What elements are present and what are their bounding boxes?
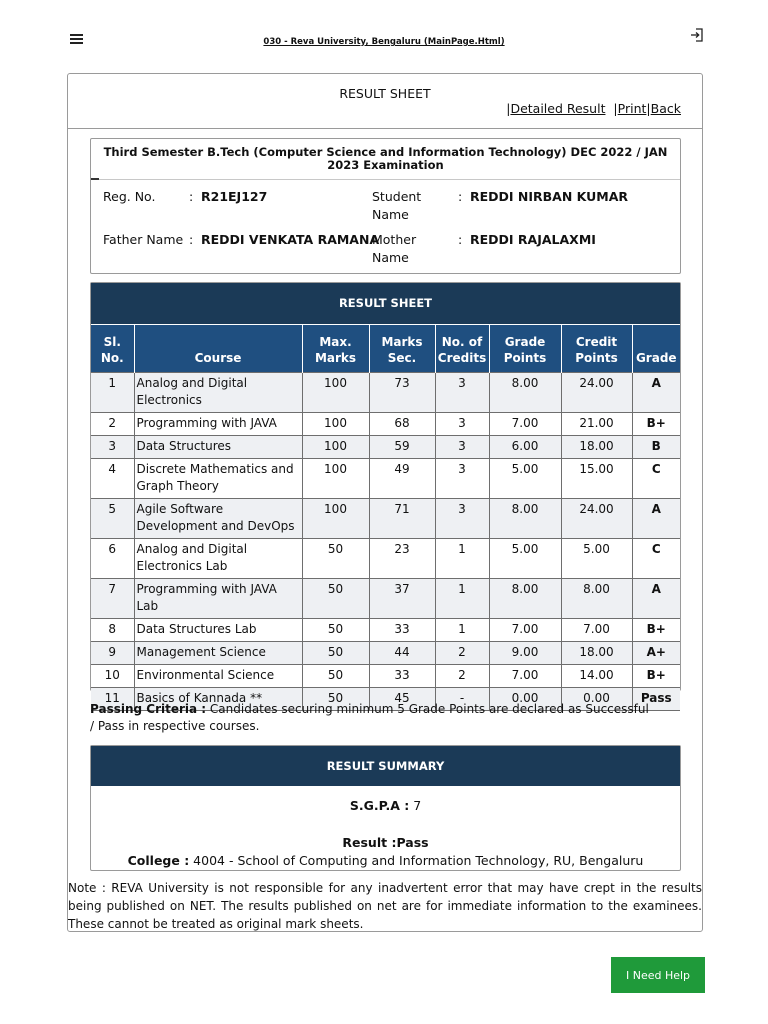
cell-cp: 24.00 <box>561 373 632 413</box>
mother-name-colon: : <box>458 232 463 247</box>
cell-sl: 10 <box>91 665 134 688</box>
table-row <box>91 665 680 688</box>
table-body <box>91 373 680 711</box>
cell-max: 100 <box>302 373 369 413</box>
print-link[interactable]: Print <box>617 101 647 116</box>
back-link[interactable]: Back <box>650 101 681 116</box>
father-name-label: Father Name <box>103 232 184 247</box>
result-sheet-title: RESULT SHEET <box>339 86 431 101</box>
cell-sec: 33 <box>369 665 435 688</box>
result-summary <box>90 745 681 871</box>
cell-gp: 7.00 <box>489 413 561 436</box>
detailed-result-link[interactable]: Detailed Result <box>510 101 606 116</box>
cell-credits: 1 <box>435 539 489 579</box>
cell-max: 100 <box>302 459 369 499</box>
cell-sl: 8 <box>91 619 134 642</box>
student-name-value: REDDI NIRBAN KUMAR <box>470 189 629 204</box>
cell-gp: 8.00 <box>489 579 561 619</box>
cell-grade: Pass <box>632 688 680 711</box>
reg-no-value: R21EJ127 <box>201 189 268 204</box>
cell-cp: 8.00 <box>561 579 632 619</box>
cell-course: Programming with JAVA Lab <box>134 579 302 619</box>
cell-course: Management Science <box>134 642 302 665</box>
cell-grade: C <box>632 459 680 499</box>
cell-gp: 5.00 <box>489 539 561 579</box>
cell-credits: 3 <box>435 413 489 436</box>
cell-sl: 1 <box>91 373 134 413</box>
cell-sl: 5 <box>91 499 134 539</box>
col-header: Marks Sec. <box>369 325 435 373</box>
passing-criteria-text: Candidates securing minimum 5 Grade Points are declared as Successful / Pass in respective courses. <box>90 702 649 733</box>
table-row <box>91 539 680 579</box>
sgpa-value: 7 <box>409 798 422 813</box>
cell-max: 50 <box>302 539 369 579</box>
cell-grade: B+ <box>632 413 680 436</box>
result-sheet-header <box>68 74 702 129</box>
cell-cp: 24.00 <box>561 499 632 539</box>
cell-grade: A <box>632 373 680 413</box>
cell-sl: 2 <box>91 413 134 436</box>
result-value: Pass <box>396 835 429 850</box>
logout-icon[interactable] <box>690 28 704 42</box>
cell-sec: 45 <box>369 688 435 711</box>
college-value: 4004 - School of Computing and Information Technology, RU, Bengaluru <box>189 853 644 868</box>
cell-grade: B+ <box>632 619 680 642</box>
cell-sec: 49 <box>369 459 435 499</box>
cell-gp: 0.00 <box>489 688 561 711</box>
cell-max: 50 <box>302 665 369 688</box>
passing-criteria <box>90 701 650 735</box>
cell-sl: 3 <box>91 436 134 459</box>
cell-credits: 2 <box>435 642 489 665</box>
cell-course: Discrete Mathematics and Graph Theory <box>134 459 302 499</box>
result-label: Result : <box>342 835 397 850</box>
cell-gp: 6.00 <box>489 436 561 459</box>
cell-cp: 18.00 <box>561 436 632 459</box>
passing-criteria-label: Passing Criteria : <box>90 702 207 716</box>
result-links: |Detailed Result |Print|Back <box>506 101 681 116</box>
cell-gp: 9.00 <box>489 642 561 665</box>
result-status <box>91 835 680 850</box>
cell-course: Analog and Digital Electronics Lab <box>134 539 302 579</box>
sgpa <box>91 798 680 813</box>
cell-sl: 6 <box>91 539 134 579</box>
table-row <box>91 579 680 619</box>
need-help-button[interactable]: I Need Help <box>611 957 705 993</box>
cell-sl: 11 <box>91 688 134 711</box>
result-table-banner: RESULT SHEET <box>91 283 680 325</box>
exam-title: Third Semester B.Tech (Computer Science and Information Technology) DEC 2022 / JAN 2023 Examination <box>103 145 668 172</box>
table-row <box>91 413 680 436</box>
col-header: Grade Points <box>489 325 561 373</box>
student-name-label: Student Name <box>372 189 422 222</box>
cell-sec: 71 <box>369 499 435 539</box>
result-summary-banner: RESULT SUMMARY <box>91 746 680 786</box>
page-header-title[interactable]: 030 - Reva University, Bengaluru (MainPage.Html) <box>263 37 505 47</box>
reg-no-colon: : <box>189 189 194 204</box>
cell-sec: 73 <box>369 373 435 413</box>
cell-credits: 3 <box>435 373 489 413</box>
cell-sec: 59 <box>369 436 435 459</box>
cell-credits: 1 <box>435 579 489 619</box>
cell-credits: 2 <box>435 665 489 688</box>
cell-sec: 44 <box>369 642 435 665</box>
cell-credits: 3 <box>435 459 489 499</box>
cell-grade: C <box>632 539 680 579</box>
cell-course: Analog and Digital Electronics <box>134 373 302 413</box>
cell-grade: A <box>632 579 680 619</box>
table-row <box>91 436 680 459</box>
divider <box>91 179 680 180</box>
student-name-colon: : <box>458 189 463 204</box>
cell-sec: 68 <box>369 413 435 436</box>
cell-max: 50 <box>302 688 369 711</box>
mother-name-value: REDDI RAJALAXMI <box>470 232 596 247</box>
cell-max: 100 <box>302 413 369 436</box>
cell-cp: 0.00 <box>561 688 632 711</box>
col-header: Max. Marks <box>302 325 369 373</box>
cell-max: 50 <box>302 642 369 665</box>
divider-mark <box>91 178 99 180</box>
cell-credits: 3 <box>435 436 489 459</box>
cell-gp: 7.00 <box>489 665 561 688</box>
cell-grade: B+ <box>632 665 680 688</box>
cell-course: Agile Software Development and DevOps <box>134 499 302 539</box>
cell-max: 100 <box>302 436 369 459</box>
cell-course: Basics of Kannada ** <box>134 688 302 711</box>
table-row <box>91 499 680 539</box>
reg-no-label: Reg. No. <box>103 189 156 204</box>
father-name-value: REDDI VENKATA RAMANA <box>201 232 380 247</box>
cell-course: Programming with JAVA <box>134 413 302 436</box>
disclaimer-note: Note : REVA University is not responsible for any inadvertent error that may have crept in the results being published on NET. The results published on net are for immediate information to the examinees. These cannot be treated as original mark sheets. <box>68 881 702 931</box>
cell-sl: 9 <box>91 642 134 665</box>
result-table-container <box>90 282 681 705</box>
cell-sl: 4 <box>91 459 134 499</box>
col-header: Course <box>134 325 302 373</box>
cell-gp: 8.00 <box>489 499 561 539</box>
cell-credits: 3 <box>435 499 489 539</box>
cell-grade: A <box>632 499 680 539</box>
cell-grade: B <box>632 436 680 459</box>
cell-sec: 37 <box>369 579 435 619</box>
college-info <box>91 853 680 868</box>
cell-gp: 5.00 <box>489 459 561 499</box>
table-header-row <box>91 325 680 373</box>
cell-course: Environmental Science <box>134 665 302 688</box>
cell-max: 50 <box>302 619 369 642</box>
top-bar <box>0 0 768 80</box>
student-info-box <box>90 138 681 274</box>
cell-cp: 21.00 <box>561 413 632 436</box>
col-header: Grade <box>632 325 680 373</box>
result-panel <box>67 73 703 932</box>
mother-name-label: Mother Name <box>372 232 417 265</box>
cell-max: 100 <box>302 499 369 539</box>
cell-sl: 7 <box>91 579 134 619</box>
cell-cp: 7.00 <box>561 619 632 642</box>
cell-sec: 33 <box>369 619 435 642</box>
sgpa-label: S.G.P.A : <box>349 798 410 813</box>
table-row <box>91 619 680 642</box>
cell-max: 50 <box>302 579 369 619</box>
cell-cp: 5.00 <box>561 539 632 579</box>
table-row <box>91 373 680 413</box>
result-table <box>91 325 680 711</box>
cell-gp: 7.00 <box>489 619 561 642</box>
table-row <box>91 459 680 499</box>
cell-course: Data Structures Lab <box>134 619 302 642</box>
col-header: Credit Points <box>561 325 632 373</box>
cell-cp: 14.00 <box>561 665 632 688</box>
cell-credits: - <box>435 688 489 711</box>
cell-cp: 18.00 <box>561 642 632 665</box>
cell-course: Data Structures <box>134 436 302 459</box>
father-name-colon: : <box>189 232 194 247</box>
cell-credits: 1 <box>435 619 489 642</box>
college-label: College : <box>127 853 190 868</box>
col-header: No. of Credits <box>435 325 489 373</box>
cell-sec: 23 <box>369 539 435 579</box>
cell-cp: 15.00 <box>561 459 632 499</box>
cell-gp: 8.00 <box>489 373 561 413</box>
col-header: Sl. No. <box>91 325 134 373</box>
cell-grade: A+ <box>632 642 680 665</box>
table-row <box>91 642 680 665</box>
